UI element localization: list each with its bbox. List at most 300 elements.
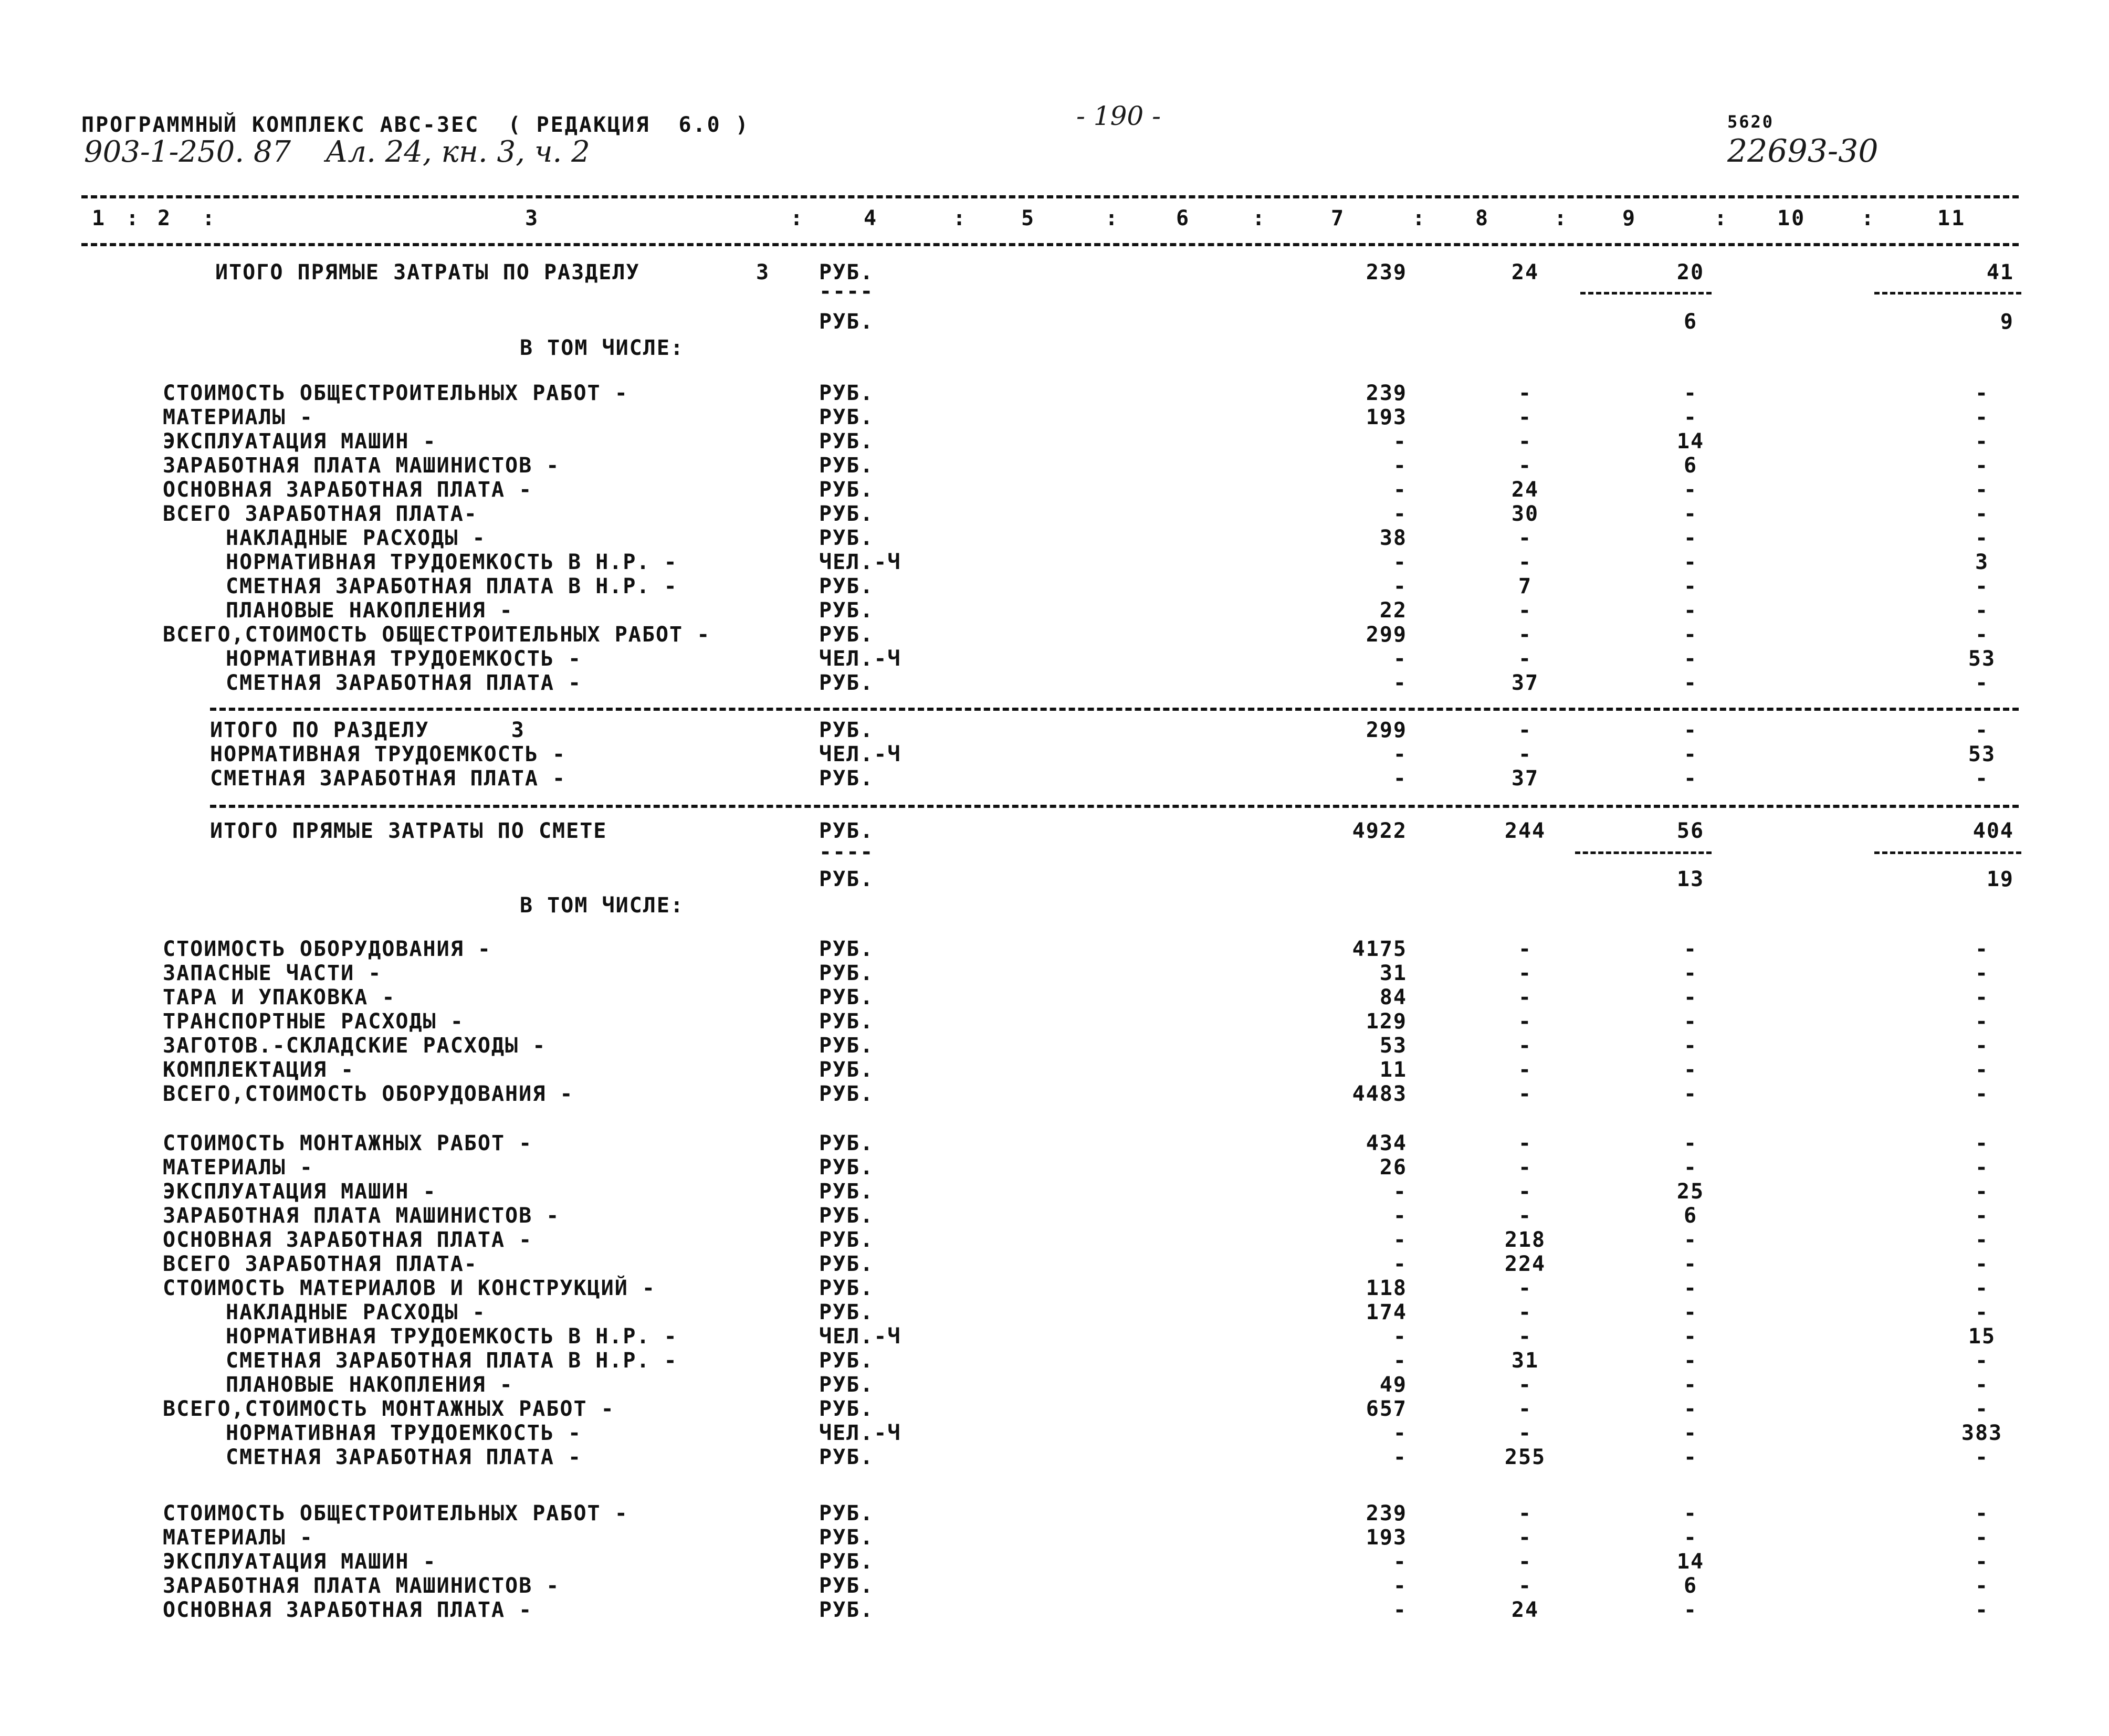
table-row — [0, 1397, 2109, 1421]
unit: РУБ. — [819, 1445, 874, 1469]
col11-value: - — [1975, 1445, 1989, 1469]
unit: ЧЕЛ.-Ч — [819, 1324, 901, 1349]
col8-value: - — [1518, 1276, 1533, 1300]
col7-value: 193 — [1366, 1525, 1407, 1550]
row-label: СМЕТНАЯ ЗАРАБОТНАЯ ПЛАТА В Н.Р. - — [226, 574, 678, 598]
col8-value: - — [1518, 1501, 1533, 1525]
section-total-sub-row — [0, 310, 2109, 334]
col8-value: - — [1518, 454, 1533, 478]
col9-value: - — [1683, 1373, 1698, 1397]
col9-value: - — [1683, 574, 1698, 598]
row-label: СТОИМОСТЬ МОНТАЖНЫХ РАБОТ - — [163, 1131, 533, 1155]
table-row — [0, 1324, 2109, 1349]
col7-value: - — [1393, 647, 1407, 671]
table-row — [0, 742, 2109, 766]
table-row — [0, 1373, 2109, 1397]
table-row — [0, 623, 2109, 647]
column-separator: : — [1105, 206, 1120, 230]
unit: РУБ. — [819, 405, 874, 429]
unit: ЧЕЛ.-Ч — [819, 1421, 901, 1445]
col9-subrule — [1580, 292, 1712, 294]
row-label: МАТЕРИАЛЫ - — [163, 1525, 313, 1550]
col9-value: - — [1683, 1445, 1698, 1469]
col8-value: - — [1518, 623, 1533, 647]
col7-value: 118 — [1366, 1276, 1407, 1300]
row-label: ТРАНСПОРТНЫЕ РАСХОДЫ - — [163, 1009, 464, 1034]
col11-value: - — [1975, 1155, 1989, 1180]
col11-value: - — [1975, 985, 1989, 1009]
col8-value: 255 — [1504, 1445, 1546, 1469]
unit: РУБ. — [819, 381, 874, 405]
table-row — [0, 1349, 2109, 1373]
col7-value: - — [1393, 502, 1407, 526]
col9-value: 13 — [1676, 867, 1705, 891]
col9-value: - — [1683, 478, 1698, 502]
header-bottom-rule — [81, 243, 2019, 246]
row-label: ЗАРАБОТНАЯ ПЛАТА МАШИНИСТОВ - — [163, 1204, 560, 1228]
col11-value: - — [1975, 937, 1989, 961]
col9-value: - — [1683, 961, 1698, 985]
column-number: 7 — [1331, 206, 1346, 230]
row-label: НОРМАТИВНАЯ ТРУДОЕМКОСТЬ - — [226, 647, 582, 671]
unit: РУБ. — [819, 1252, 874, 1276]
col7-value: 31 — [1379, 961, 1407, 985]
col11-value: - — [1975, 1180, 1989, 1204]
unit: РУБ. — [819, 985, 874, 1009]
col11-value: - — [1975, 1204, 1989, 1228]
col11-value: - — [1975, 1373, 1989, 1397]
col7-value: 4175 — [1352, 937, 1407, 961]
col9-value: - — [1683, 1397, 1698, 1421]
col9-value: - — [1683, 1276, 1698, 1300]
col9-value: - — [1683, 671, 1698, 695]
row-label: ЗАПАСНЫЕ ЧАСТИ - — [163, 961, 382, 985]
unit: РУБ. — [819, 1373, 874, 1397]
unit: РУБ. — [819, 819, 874, 843]
col8-value: - — [1518, 1300, 1533, 1324]
row-label: НАКЛАДНЫЕ РАСХОДЫ - — [226, 1300, 486, 1324]
col7-value: - — [1393, 1445, 1407, 1469]
col11-value: - — [1975, 1300, 1989, 1324]
row-label: ЗАРАБОТНАЯ ПЛАТА МАШИНИСТОВ - — [163, 1574, 560, 1598]
col8-value: - — [1518, 429, 1533, 454]
table-row — [0, 1034, 2109, 1058]
col7-value: - — [1393, 1228, 1407, 1252]
col8-value: - — [1518, 598, 1533, 623]
column-number: 3 — [525, 206, 540, 230]
row-label: КОМПЛЕКТАЦИЯ - — [163, 1058, 355, 1082]
col9-value: - — [1683, 1349, 1698, 1373]
row-label: ОСНОВНАЯ ЗАРАБОТНАЯ ПЛАТА - — [163, 1228, 533, 1252]
col8-value: - — [1518, 1180, 1533, 1204]
column-number: 11 — [1937, 206, 1966, 230]
col7-value: 239 — [1366, 381, 1407, 405]
column-separator: : — [953, 206, 968, 230]
unit: РУБ. — [819, 1525, 874, 1550]
col7-value: - — [1393, 478, 1407, 502]
col11-value: - — [1975, 1058, 1989, 1082]
row-label: ТАРА И УПАКОВКА - — [163, 985, 396, 1009]
unit: РУБ. — [819, 1550, 874, 1574]
row-label: СМЕТНАЯ ЗАРАБОТНАЯ ПЛАТА В Н.Р. - — [226, 1349, 678, 1373]
col9-value: - — [1683, 766, 1698, 791]
col7-value: 22 — [1379, 598, 1407, 623]
col8-value: - — [1518, 1550, 1533, 1574]
table-row — [0, 1228, 2109, 1252]
row-label: ЗАРАБОТНАЯ ПЛАТА МАШИНИСТОВ - — [163, 454, 560, 478]
col7-value: - — [1393, 1598, 1407, 1622]
column-number: 9 — [1622, 206, 1637, 230]
col9-value: 6 — [1683, 1204, 1698, 1228]
col9-value: 6 — [1683, 310, 1698, 334]
col8-value: 224 — [1504, 1252, 1546, 1276]
col7-value: - — [1393, 574, 1407, 598]
estimate-sub-row — [0, 867, 2109, 891]
column-separator: : — [1412, 206, 1427, 230]
column-separator: : — [1714, 206, 1729, 230]
row-label: СМЕТНАЯ ЗАРАБОТНАЯ ПЛАТА - — [210, 766, 566, 791]
col8-value: - — [1518, 405, 1533, 429]
col7-value: 129 — [1366, 1009, 1407, 1034]
col8-value: 30 — [1511, 502, 1539, 526]
col9-value: - — [1683, 937, 1698, 961]
table-row — [0, 718, 2109, 742]
row-label: НОРМАТИВНАЯ ТРУДОЕМКОСТЬ - — [226, 1421, 582, 1445]
col11-value: 383 — [1961, 1421, 2003, 1445]
col11-value: - — [1975, 381, 1989, 405]
unit: РУБ. — [819, 766, 874, 791]
col9-value: - — [1683, 1034, 1698, 1058]
col11-value: - — [1975, 623, 1989, 647]
unit: РУБ. — [819, 1276, 874, 1300]
table-row — [0, 1131, 2109, 1155]
col9-value: - — [1683, 1501, 1698, 1525]
column-number: 1 — [92, 206, 107, 230]
table-row — [0, 961, 2109, 985]
col7-value: - — [1393, 1252, 1407, 1276]
unit: РУБ. — [819, 1058, 874, 1082]
col9-value: 20 — [1676, 260, 1705, 285]
col7-value: 4922 — [1352, 819, 1407, 843]
col11-value: 404 — [1972, 819, 2014, 843]
col8-value: - — [1518, 1131, 1533, 1155]
col7-value: 193 — [1366, 405, 1407, 429]
row-label: ЭКСПЛУАТАЦИЯ МАШИН - — [163, 429, 437, 454]
col9-value: 6 — [1683, 1574, 1698, 1598]
col11-value: - — [1975, 502, 1989, 526]
col11-value: - — [1975, 671, 1989, 695]
col7-value: 657 — [1366, 1397, 1407, 1421]
unit: РУБ. — [819, 1180, 874, 1204]
row-label: ВСЕГО ЗАРАБОТНАЯ ПЛАТА- — [163, 502, 478, 526]
row-label: НОРМАТИВНАЯ ТРУДОЕМКОСТЬ В Н.Р. - — [226, 1324, 678, 1349]
row-label: ОСНОВНАЯ ЗАРАБОТНАЯ ПЛАТА - — [163, 1598, 533, 1622]
col11-value: - — [1975, 1598, 1989, 1622]
col11-value: 53 — [1968, 647, 1996, 671]
doc-id: 22693-30 — [1727, 133, 1879, 170]
col11-value: - — [1975, 1009, 1989, 1034]
col9-value: - — [1683, 502, 1698, 526]
unit: РУБ. — [819, 1009, 874, 1034]
unit: РУБ. — [819, 1501, 874, 1525]
table-row — [0, 937, 2109, 961]
col11-value: - — [1975, 598, 1989, 623]
table-row — [0, 1252, 2109, 1276]
unit: РУБ. — [819, 574, 874, 598]
col11-value: - — [1975, 1501, 1989, 1525]
row-label: ВСЕГО ЗАРАБОТНАЯ ПЛАТА- — [163, 1252, 478, 1276]
table-row — [0, 1525, 2109, 1550]
col11-value: - — [1975, 478, 1989, 502]
col8-value: - — [1518, 1397, 1533, 1421]
table-row — [0, 478, 2109, 502]
col9-value: - — [1683, 1131, 1698, 1155]
table-row — [0, 1300, 2109, 1324]
row-label: СМЕТНАЯ ЗАРАБОТНАЯ ПЛАТА - — [226, 1445, 582, 1469]
col7-value: 174 — [1366, 1300, 1407, 1324]
table-row — [0, 1501, 2109, 1525]
col11-value: - — [1975, 1525, 1989, 1550]
col9-value: - — [1683, 1525, 1698, 1550]
unit: ЧЕЛ.-Ч — [819, 742, 901, 766]
col9-value: - — [1683, 1009, 1698, 1034]
col9-value: - — [1683, 405, 1698, 429]
col8-value: 24 — [1511, 260, 1539, 285]
column-number: 6 — [1176, 206, 1191, 230]
table-row — [0, 550, 2109, 574]
col11-value: - — [1975, 574, 1989, 598]
table-row — [0, 1082, 2109, 1106]
col8-value: - — [1518, 1058, 1533, 1082]
column-number: 5 — [1021, 206, 1036, 230]
table-row — [0, 647, 2109, 671]
row-label: ВСЕГО,СТОИМОСТЬ ОБЩЕСТРОИТЕЛЬНЫХ РАБОТ - — [163, 623, 711, 647]
table-row — [0, 766, 2109, 791]
col11-value: 41 — [1986, 260, 2014, 285]
row-label: НАКЛАДНЫЕ РАСХОДЫ - — [226, 526, 486, 550]
row-label: МАТЕРИАЛЫ - — [163, 1155, 313, 1180]
table-row — [0, 1155, 2109, 1180]
row-label: НОРМАТИВНАЯ ТРУДОЕМКОСТЬ В Н.Р. - — [226, 550, 678, 574]
col8-value: - — [1518, 526, 1533, 550]
unit: РУБ. — [819, 1131, 874, 1155]
unit: РУБ. — [819, 671, 874, 695]
col11-value: - — [1975, 1034, 1989, 1058]
unit: РУБ. — [819, 310, 874, 334]
col7-value: - — [1393, 1180, 1407, 1204]
unit: РУБ. — [819, 260, 874, 285]
col9-value: 56 — [1676, 819, 1705, 843]
section-number: 3 — [756, 260, 770, 285]
col11-value: - — [1975, 1131, 1989, 1155]
col7-value: - — [1393, 1421, 1407, 1445]
col7-value: 4483 — [1352, 1082, 1407, 1106]
col7-value: - — [1393, 766, 1407, 791]
col9-value: - — [1683, 718, 1698, 742]
col9-value: - — [1683, 1058, 1698, 1082]
table-row — [0, 454, 2109, 478]
column-number: 8 — [1475, 206, 1490, 230]
col9-value: 14 — [1676, 429, 1705, 454]
col7-value: - — [1393, 671, 1407, 695]
col7-value: - — [1393, 1349, 1407, 1373]
col7-value: - — [1393, 1550, 1407, 1574]
unit: РУБ. — [819, 1349, 874, 1373]
table-row — [0, 381, 2109, 405]
subhead-row — [0, 336, 2109, 360]
program-line: ПРОГРАММНЫЙ КОМПЛЕКС АВС-3ЕС ( РЕДАКЦИЯ 6.0 ) — [81, 113, 750, 137]
doc-id-small: 5620 — [1727, 112, 1775, 132]
col11-value: - — [1975, 1349, 1989, 1373]
unit-dash: ---- — [819, 279, 874, 303]
row-label: СМЕТНАЯ ЗАРАБОТНАЯ ПЛАТА - — [226, 671, 582, 695]
row-label: ПЛАНОВЫЕ НАКОПЛЕНИЯ - — [226, 1373, 513, 1397]
section-rule — [210, 708, 2019, 711]
col8-value: - — [1518, 937, 1533, 961]
col7-value: 434 — [1366, 1131, 1407, 1155]
unit: РУБ. — [819, 867, 874, 891]
col11-value: 53 — [1968, 742, 1996, 766]
table-row — [0, 1058, 2109, 1082]
sheet-ref: Ал. 24, кн. 3, ч. 2 — [326, 135, 590, 169]
unit-dash: ---- — [819, 840, 874, 864]
row-label: СТОИМОСТЬ МАТЕРИАЛОВ И КОНСТРУКЦИЙ - — [163, 1276, 656, 1300]
table-row — [0, 1445, 2109, 1469]
col9-value: - — [1683, 1228, 1698, 1252]
row-label: МАТЕРИАЛЫ - — [163, 405, 313, 429]
col8-value: 218 — [1504, 1228, 1546, 1252]
col11-value: 3 — [1975, 550, 1989, 574]
col9-value: - — [1683, 742, 1698, 766]
unit: РУБ. — [819, 478, 874, 502]
subhead-row — [0, 893, 2109, 918]
table-row — [0, 1574, 2109, 1598]
col9-value: - — [1683, 1155, 1698, 1180]
row-label: СТОИМОСТЬ ОБОРУДОВАНИЯ - — [163, 937, 491, 961]
col9-value: 25 — [1676, 1180, 1705, 1204]
unit: РУБ. — [819, 1228, 874, 1252]
col7-value: 38 — [1379, 526, 1407, 550]
column-separator: : — [790, 206, 805, 230]
table-row — [0, 502, 2109, 526]
col8-value: - — [1518, 961, 1533, 985]
row-label: НОРМАТИВНАЯ ТРУДОЕМКОСТЬ - — [210, 742, 566, 766]
col8-value: 7 — [1518, 574, 1533, 598]
col8-value: - — [1518, 1082, 1533, 1106]
col7-value: 49 — [1379, 1373, 1407, 1397]
unit: РУБ. — [819, 718, 874, 742]
column-number: 2 — [158, 206, 172, 230]
col9-value: - — [1683, 1082, 1698, 1106]
row-label: ВСЕГО,СТОИМОСТЬ ОБОРУДОВАНИЯ - — [163, 1082, 574, 1106]
row-label: ЭКСПЛУАТАЦИЯ МАШИН - — [163, 1550, 437, 1574]
col11-subrule — [1874, 851, 2021, 854]
col8-value: 24 — [1511, 478, 1539, 502]
column-separator: : — [1861, 206, 1876, 230]
col9-value: - — [1683, 1252, 1698, 1276]
unit: ЧЕЛ.-Ч — [819, 647, 901, 671]
col8-value: - — [1518, 1373, 1533, 1397]
col11-value: - — [1975, 454, 1989, 478]
col8-value: - — [1518, 1324, 1533, 1349]
col9-value: - — [1683, 1598, 1698, 1622]
unit: РУБ. — [819, 598, 874, 623]
table-row — [0, 985, 2109, 1009]
project-code: 903-1-250. 87 — [84, 135, 291, 169]
unit: РУБ. — [819, 1155, 874, 1180]
col7-value: - — [1393, 1204, 1407, 1228]
table-row — [0, 574, 2109, 598]
col8-value: - — [1518, 1574, 1533, 1598]
row-label: ЗАГОТОВ.-СКЛАДСКИЕ РАСХОДЫ - — [163, 1034, 547, 1058]
row-label: ВСЕГО,СТОИМОСТЬ МОНТАЖНЫХ РАБОТ - — [163, 1397, 615, 1421]
table-row — [0, 526, 2109, 550]
row-label: ПЛАНОВЫЕ НАКОПЛЕНИЯ - — [226, 598, 513, 623]
col7-value: - — [1393, 1574, 1407, 1598]
table-row — [0, 1276, 2109, 1300]
unit: РУБ. — [819, 1204, 874, 1228]
table-row — [0, 1550, 2109, 1574]
column-separator: : — [1252, 206, 1267, 230]
unit: РУБ. — [819, 1598, 874, 1622]
unit: РУБ. — [819, 1034, 874, 1058]
col9-value: - — [1683, 985, 1698, 1009]
col7-value: - — [1393, 454, 1407, 478]
col7-value: 299 — [1366, 718, 1407, 742]
col7-value: 26 — [1379, 1155, 1407, 1180]
col11-value: - — [1975, 526, 1989, 550]
col9-value: - — [1683, 623, 1698, 647]
col8-value: - — [1518, 1034, 1533, 1058]
table-row — [0, 1009, 2109, 1034]
col8-value: - — [1518, 742, 1533, 766]
column-number: 4 — [864, 206, 878, 230]
row-label: СТОИМОСТЬ ОБЩЕСТРОИТЕЛЬНЫХ РАБОТ - — [163, 381, 628, 405]
col8-value: - — [1518, 1421, 1533, 1445]
col8-value: - — [1518, 1009, 1533, 1034]
col8-value: - — [1518, 985, 1533, 1009]
col7-value: 239 — [1366, 260, 1407, 285]
table-row — [0, 1598, 2109, 1622]
column-number: 10 — [1777, 206, 1806, 230]
col11-value: - — [1975, 405, 1989, 429]
page-number: - 190 - — [1076, 101, 1161, 131]
row-label: СТОИМОСТЬ ОБЩЕСТРОИТЕЛЬНЫХ РАБОТ - — [163, 1501, 628, 1525]
col11-value: - — [1975, 1550, 1989, 1574]
estimate-title: ИТОГО ПРЯМЫЕ ЗАТРАТЫ ПО СМЕТЕ — [210, 819, 607, 843]
table-row — [0, 671, 2109, 695]
unit: РУБ. — [819, 526, 874, 550]
row-label: ЭКСПЛУАТАЦИЯ МАШИН - — [163, 1180, 437, 1204]
col8-value: 244 — [1504, 819, 1546, 843]
unit-dash-row — [0, 279, 2109, 303]
col11-value: - — [1975, 1082, 1989, 1106]
column-separator: : — [126, 206, 141, 230]
unit: РУБ. — [819, 454, 874, 478]
subhead: В ТОМ ЧИСЛЕ: — [520, 336, 684, 360]
table-row — [0, 598, 2109, 623]
col9-value: - — [1683, 1300, 1698, 1324]
col11-value: - — [1975, 961, 1989, 985]
col9-subrule — [1575, 851, 1712, 854]
unit: РУБ. — [819, 1574, 874, 1598]
col11-value: - — [1975, 1574, 1989, 1598]
col7-value: 299 — [1366, 623, 1407, 647]
unit: РУБ. — [819, 961, 874, 985]
unit: РУБ. — [819, 1082, 874, 1106]
col11-value: 15 — [1968, 1324, 1996, 1349]
unit-dash-row — [0, 840, 2109, 864]
